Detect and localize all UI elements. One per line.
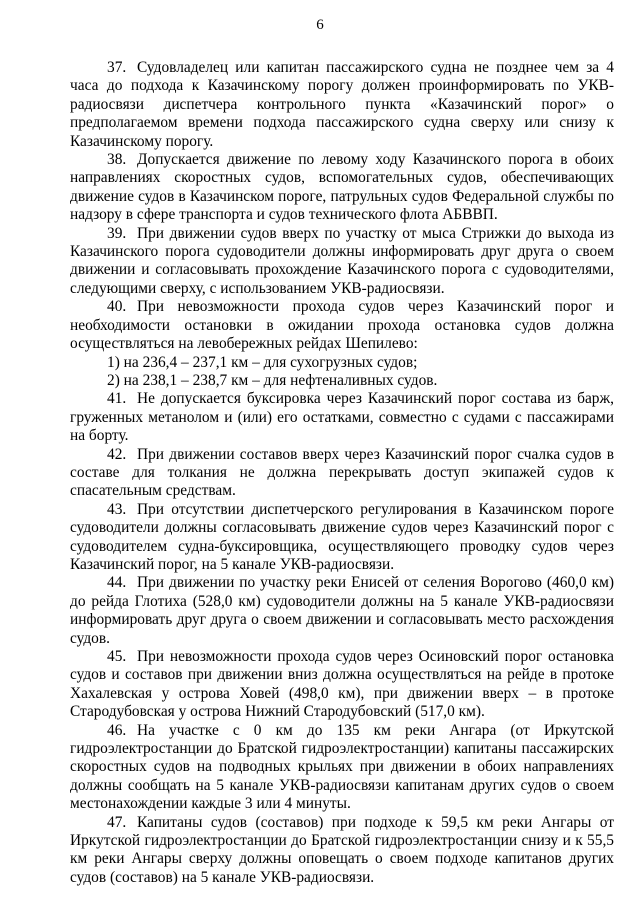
- paragraph-text: Допускается движение по левому ходу Казачинского порога в обоих направлениях скоростных судов, вспомогательных судов, обеспечивающих движение судов в Казачинском пороге, патрульных судов Федеральной службы по надзору в сфере транспорта и судов технического флота АБВВП.: [70, 151, 614, 224]
- paragraph-text: При отсутствии диспетчерского регулирования в Казачинском пороге судоводители должны согласовывать движение судов через Казачинский порог с судоводителем судна-буксировщика, осуществляющего проводку судов через Казачинский порог, на 5 канале УКВ-радиосвязи.: [70, 500, 614, 573]
- paragraph-41: [70, 390, 614, 445]
- paragraph-43: [70, 501, 614, 575]
- paragraph-number: 42.: [107, 445, 127, 463]
- paragraph-number: 47.: [107, 813, 127, 831]
- paragraph-number: 39.: [107, 224, 127, 242]
- document-body: [70, 59, 614, 887]
- paragraph-number: 40.: [107, 298, 127, 316]
- paragraph-37: [70, 59, 614, 151]
- list-item: 2) на 238,1 – 238,7 км – для нефтеналивных судов.: [107, 371, 438, 389]
- paragraph-39: [70, 225, 614, 299]
- paragraph-text: Капитаны судов (составов) при подходе к 59,5 км реки Ангары от Иркутской гидроэлектростанции до Братской гидроэлектростанции снизу и к 55,5 км реки Ангары сверху должны оповещать о своем подходе капитанов других судов (составов) на 5 канале УКВ-радиосвязи.: [70, 813, 614, 886]
- paragraph-number: 46.: [107, 721, 127, 739]
- paragraph-number: 37.: [107, 59, 127, 76]
- paragraph-text: При невозможности прохода судов через Осиновский порог остановка судов и составов при движении вниз должна осуществляться на рейде в протоке Хахалевская у острова Ховей (498,0 км), при движении вверх – в протоке Стародубовская у острова Нижний Стародубовский (517,0 км).: [70, 648, 614, 721]
- paragraph-number: 43.: [107, 500, 127, 518]
- page-number: 6: [316, 17, 324, 33]
- paragraph-text: При невозможности прохода судов через Казачинский порог и необходимости остановки в ожидании прохода остановка судов должна осуществляться на левобережных рейдах Шепилево:: [70, 298, 614, 353]
- paragraph-38: [70, 151, 614, 225]
- paragraph-46: [70, 722, 614, 814]
- list-item: 1) на 236,4 – 237,1 км – для сухогрузных судов;: [107, 353, 418, 371]
- paragraph-44: [70, 574, 614, 648]
- paragraph-40: [70, 298, 614, 353]
- paragraph-text: При движении по участку реки Енисей от селения Ворогово (460,0 км) до рейда Глотиха (528,0 км) судоводители должны на 5 канале УКВ-радиосвязи информировать друг друга о своем движении и согласовывать место расхождения судов.: [70, 574, 614, 647]
- paragraph-text: На участке с 0 км до 135 км реки Ангара (от Иркутской гидроэлектростанции до Братской гидроэлектростанции) капитаны пассажирских скоростных судов на подводных крыльях при движении в обоих направлениях должны сообщать на 5 канале УКВ-радиосвязи капитанам других судов о своем местонахождении каждые 3 или 4 минуты.: [70, 721, 614, 813]
- paragraph-42: [70, 446, 614, 501]
- paragraph-number: 38.: [107, 151, 127, 169]
- paragraph-text: Не допускается буксировка через Казачинский порог состава из барж, груженных метанолом и (или) его остатками, совместно с судами с пассажирами на борту.: [70, 390, 614, 445]
- paragraph-number: 45.: [107, 648, 127, 665]
- paragraph-47: [70, 814, 614, 888]
- paragraph-text: При движении судов вверх по участку от мыса Стрижки до выхода из Казачинского порога судоводители должны информировать друг друга о своем движении и согласовывать прохождение Казачинского порога с судоводителями, следующими сверху, с использованием УКВ-радиосвязи.: [70, 224, 614, 297]
- paragraph-text: При движении составов вверх через Казачинский порог счалка судов в составе для толкания не должна перекрывать доступ экипажей судов к спасательным средствам.: [70, 445, 614, 500]
- paragraph-number: 44.: [107, 574, 127, 592]
- paragraph-text: Судовладелец или капитан пассажирского судна не позднее чем за 4 часа до подхода к Казачинскому порогу должен проинформировать по УКВ-радиосвязи диспетчера контрольного пункта «Казачинский порог» о предполагаемом времени подхода пассажирского судна сверху или снизу к Казачинскому порогу.: [70, 59, 614, 150]
- paragraph-number: 41.: [107, 390, 127, 408]
- paragraph-45: [70, 648, 614, 722]
